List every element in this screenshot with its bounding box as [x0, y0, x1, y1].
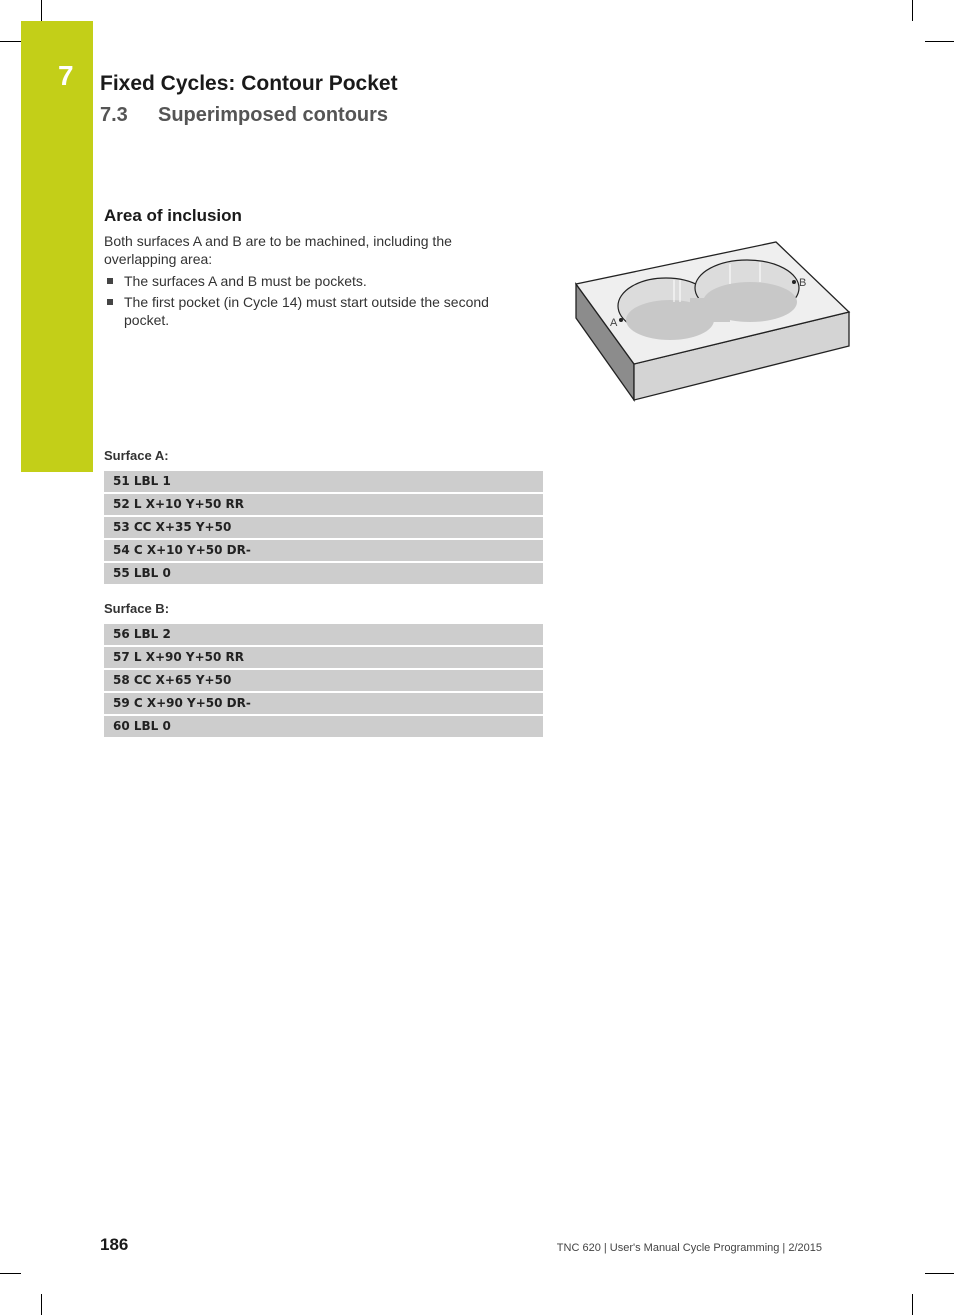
- point-b-marker: [792, 280, 796, 284]
- section-title: Superimposed contours: [158, 104, 389, 126]
- surface-b-code-table: [104, 624, 543, 739]
- chapter-title: Fixed Cycles: Contour Pocket: [100, 72, 398, 95]
- table-row: 52 L X+10 Y+50 RR: [104, 494, 543, 515]
- point-a-marker: [619, 318, 623, 322]
- crop-mark: [0, 1273, 21, 1274]
- intro-paragraph: Both surfaces A and B are to be machined, including the overlapping area:: [104, 233, 452, 267]
- table-row: 55 LBL 0: [104, 563, 543, 584]
- footer-text: TNC 620 | User's Manual Cycle Programming | 2/2015: [556, 1242, 822, 1254]
- subsection-heading: Area of inclusion: [104, 206, 242, 225]
- crop-mark: [912, 0, 913, 21]
- page-number: 186: [100, 1235, 129, 1254]
- table-row: 51 LBL 1: [104, 471, 543, 492]
- table-row: 60 LBL 0: [104, 716, 543, 737]
- bullet-list: [104, 272, 524, 332]
- crop-mark: [925, 41, 954, 42]
- crop-mark: [41, 1294, 42, 1315]
- crop-mark: [912, 1294, 913, 1315]
- crop-mark: [41, 0, 42, 21]
- crop-mark: [925, 1273, 954, 1274]
- surface-a-label: Surface A:: [104, 448, 169, 463]
- table-row: 58 CC X+65 Y+50: [104, 670, 543, 691]
- pocket-illustration: [570, 236, 855, 406]
- bullet-square-icon: [107, 299, 113, 305]
- table-row: 56 LBL 2: [104, 624, 543, 645]
- point-b-label: B: [799, 277, 807, 289]
- table-row: 54 C X+10 Y+50 DR-: [104, 540, 543, 561]
- table-row: 53 CC X+35 Y+50: [104, 517, 543, 538]
- surface-a-code-table: [104, 471, 543, 586]
- point-a-label: A: [610, 317, 618, 329]
- chapter-number: 7: [58, 60, 74, 91]
- chapter-tab: [21, 21, 93, 472]
- crop-mark: [0, 41, 21, 42]
- section-number: 7.3: [100, 104, 128, 126]
- surface-b-label: Surface B:: [104, 601, 170, 616]
- bullet-square-icon: [107, 278, 113, 284]
- list-item: The surfaces A and B must be pockets.: [104, 272, 524, 290]
- table-row: 57 L X+90 Y+50 RR: [104, 647, 543, 668]
- list-item: The first pocket (in Cycle 14) must start outside the second pocket.: [104, 293, 524, 329]
- table-row: 59 C X+90 Y+50 DR-: [104, 693, 543, 714]
